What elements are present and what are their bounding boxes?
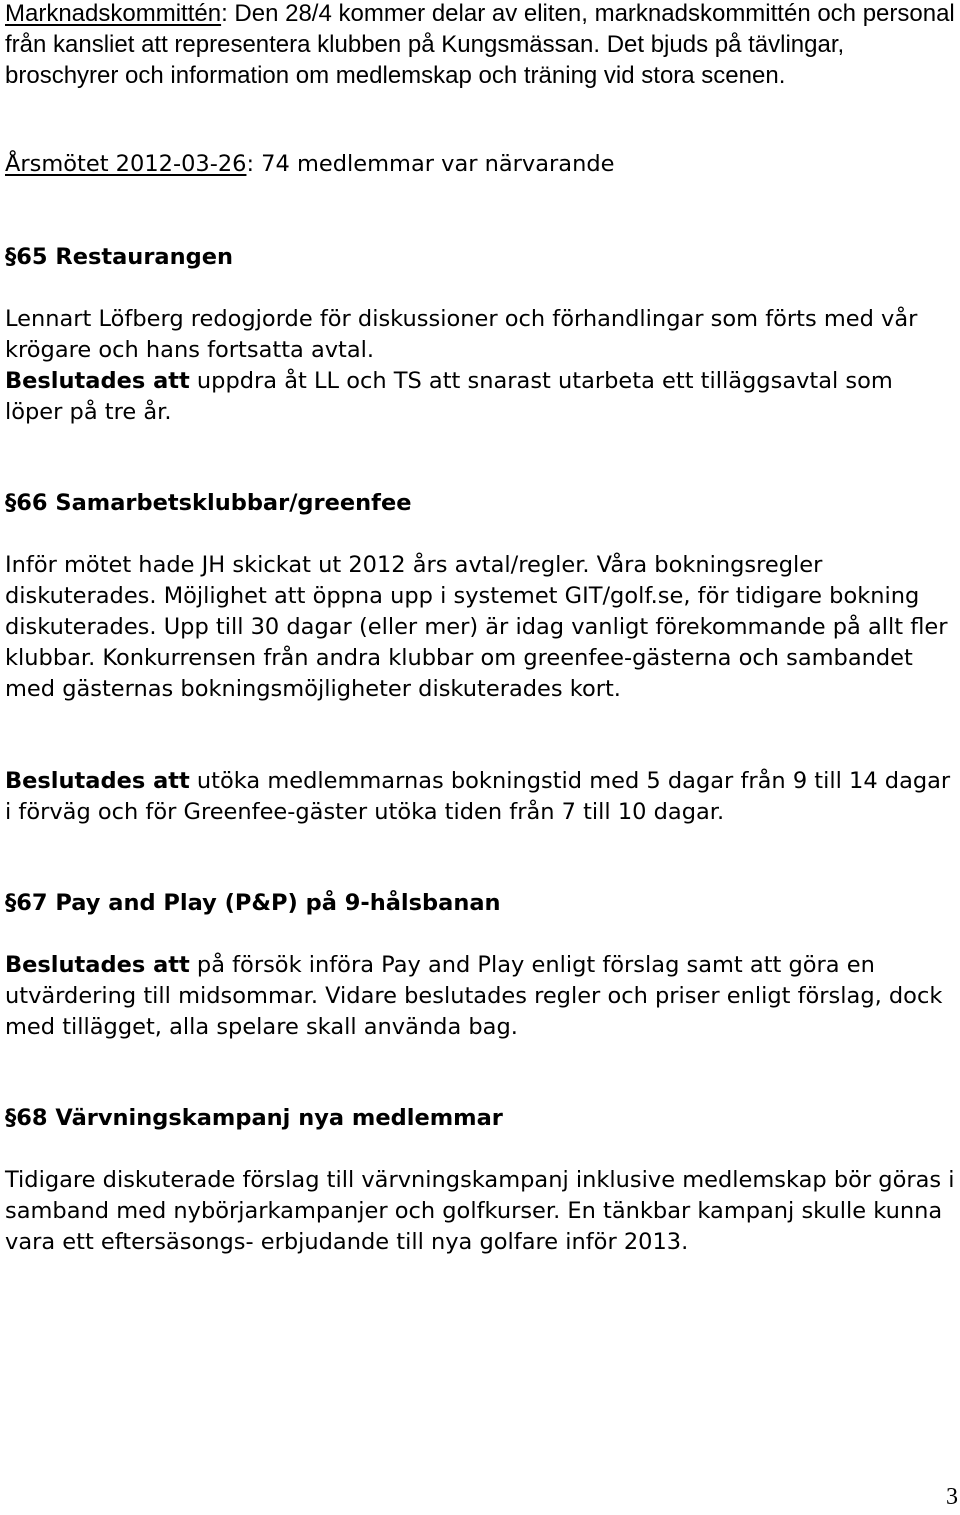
section-68-body: Tidigare diskuterade förslag till värvningskampanj inklusive medlemskap bör göras i samband med nybörjarkampanjer och golfkurser. En tänkbar kampanj skulle kunna vara ett eftersäsongs- erbjudande till nya golfare inför 2013.	[5, 1167, 955, 1255]
marknad-label: Marknadskommittén	[5, 0, 222, 27]
section-66-decision	[5, 766, 955, 828]
marknad-text: : Den 28/4 kommer delar av eliten, marknadskommittén och personal från kansliet att representera klubben på Kungsmässan. Det bjuds på tävlingar, broschyrer och information om medlemskap och träning vid stora scenen.	[5, 0, 955, 89]
section-67-body	[5, 950, 955, 1043]
page-number: 3	[946, 1484, 958, 1510]
section-67-heading: §67 Pay and Play (P&P) på 9-hålsbanan	[5, 890, 501, 916]
marknad-paragraph	[5, 0, 955, 91]
section-68-heading: §68 Värvningskampanj nya medlemmar	[5, 1105, 503, 1131]
arsmote-paragraph	[5, 149, 955, 180]
section-65-heading: §65 Restaurangen	[5, 244, 234, 270]
arsmote-text: : 74 medlemmar var närvarande	[246, 151, 615, 177]
section-66-body: Inför mötet hade JH skickat ut 2012 års avtal/regler. Våra bokningsregler diskuterades. Möjlighet att öppna upp i systemet GIT/golf.se, för tidigare bokning diskuterades. Upp till 30 dagar (eller mer) är idag vanligt förekommande på allt fler klubbar. Konkurrensen från andra klubbar om greenfee-gästerna och sambandet med gästernas bokningsmöjligheter diskuterades kort.	[5, 552, 948, 702]
section-65-decision-text: uppdra åt LL och TS att snarast utarbeta ett tilläggsavtal som löper på tre år.	[5, 368, 893, 425]
section-65-text: Lennart Löfberg redogjorde för diskussioner och förhandlingar som förts med vår krögare och hans fortsatta avtal.	[5, 306, 918, 363]
section-67-decision-label: Beslutades att	[5, 952, 190, 978]
section-65-body	[5, 304, 955, 428]
section-66-decision-label: Beslutades att	[5, 768, 190, 794]
arsmote-label: Årsmötet 2012-03-26	[5, 151, 247, 177]
section-65-decision-label: Beslutades att	[5, 368, 190, 394]
section-66-heading: §66 Samarbetsklubbar/greenfee	[5, 490, 412, 516]
section-67-decision-text: på försök införa Pay and Play enligt förslag samt att göra en utvärdering till midsommar. Vidare beslutades regler och priser enligt förslag, dock med tillägget, alla spelare skall använda bag.	[5, 952, 943, 1040]
section-66-decision-text: utöka medlemmarnas bokningstid med 5 dagar från 9 till 14 dagar i förväg och för Greenfee-gäster utöka tiden från 7 till 10 dagar.	[5, 768, 951, 825]
